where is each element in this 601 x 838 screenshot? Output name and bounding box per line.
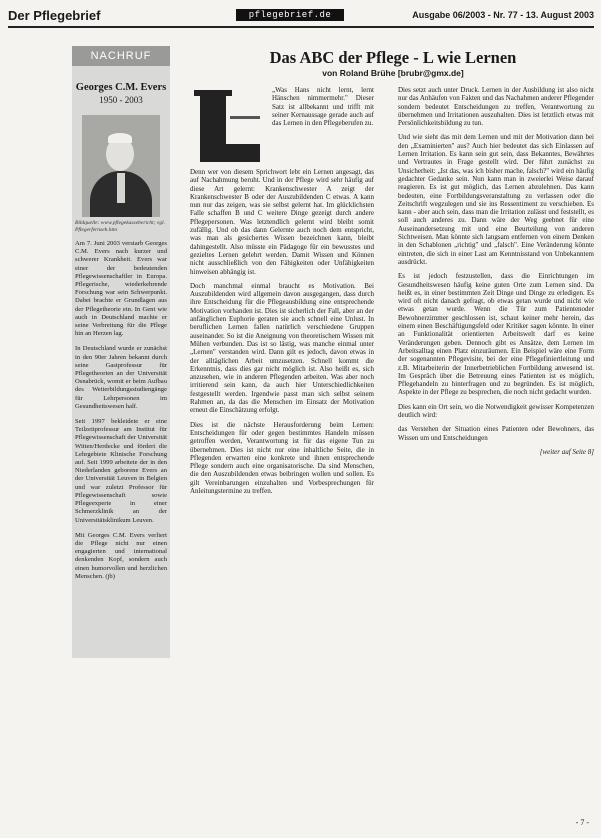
article-intro <box>272 86 374 133</box>
portrait-photo <box>82 115 160 217</box>
svg-text:L: L <box>226 164 230 169</box>
obituary-paragraph: Seit 1997 bekleidete er eine Teilzeitprofessur am Institut für Pflegewissenschaft der Universität Witten/Herdecke und fördert die Lehrgebiete Klinische Forschung auf. Seit 1999 arbeitete der in den Niederlanden geborene Evers an der Universität Leuven in Belgien und war zuletzt Professor für Pflegewissenschaft sowie Pflegeexperte in einer Schmerzklinik an der Universitätsklinikum Leuven. <box>75 418 167 524</box>
article-paragraph: Dies setzt auch unter Druck. Lernen in der Ausbildung ist also nicht nur das Anhäufen von Fakten und das Nachahmen anderer Pflegender sondern bedeutet Entscheidungen zu treffen, Verantwortung zu übernehmen und Irritationen auszuhalten. Dies ist letztlich etwas mit Persönlichkeitsbildung zu tun. <box>398 86 594 128</box>
issue-info: Ausgabe 06/2003 - Nr. 77 - 13. August 2003 <box>412 10 594 20</box>
article-title: Das ABC der Pflege - L wie Lernen <box>269 48 517 67</box>
publication-logo: pflegebrief.de <box>236 9 344 21</box>
dropcap-letter <box>190 86 266 170</box>
article-author: von Roland Brühe [brubr@gmx.de] <box>322 68 464 78</box>
page-header <box>8 6 594 28</box>
article-paragraph: Und wie sieht das mit dem Lernen und mit der Motivation dann bei den „Examinierten" aus? Auch hier bedeutet das sich Einlassen auf Lernen Irritation. Es kann sein gut sein, dass Bekanntes, Bewährtes und Vertrautes in Frage gestellt wird. Der führt zunächst zu Unsicherheit: „Ist das, was ich bisher mache, falsch?" wird ein häufig gedachter Gedanke sein. Nun kann man in zweierlei Weise darauf reagieren. Es ist gut möglich, das Lernen abzulehnen. Das kann bedeuten, eine Fortbildungsveranstaltung zu verlassen oder die Zeitschrift wegzulegen und sie ins Ressentiment zu verschieben. Es kann - aber auch sein, dass man die Irritation zulässt und feststellt, es soll auch anderes zu. Dann wäre der Weg geebnet für eine Auseinandersetzung mit und eine Beurteilung von anderen Sichtweisen. Man könnte sich langsam entfernen von einem Denken in den Schablonen „richtig" und „falsch". Eine Veränderung könnte eintreten, die sich in einer Last am Kenntnisstand von Unbekanntem ausdrückt. <box>398 133 594 266</box>
publication-title: Der Pflegebrief <box>8 8 101 23</box>
obituary-sidebar <box>72 46 170 658</box>
article-column-1 <box>190 168 374 501</box>
continued-note: [weiter auf Seite 8] <box>539 447 594 456</box>
obituary-name: Georges C.M. Evers <box>75 82 167 93</box>
article-column-2 <box>398 86 594 456</box>
article-paragraph: „Was Hans nicht lernt, lernt Hänschen nimmermehr." Dieser Satz ist allbekannt und trifft mit seiner Kernaussage gerade auch auf das Lernen in den Pflegeberufen zu. <box>272 86 374 128</box>
article-paragraph: Dies ist die nächste Herausforderung beim Lernen: Entscheidungen für oder gegen bestimmtes Handeln müssen getroffen werden, Verantwortung ist für das eigene Tun zu übernehmen. Dies ist nicht nur eine inhaltliche Seite, die in Pflegenden erwarten eine konkrete und ihnen entsprechende Pflege sondern auch eine organisatorische. Da sind Menschen, die den Auszubildenden etwas beibringen wollen und sollen. Es gilt Vereinbarungen einzuhalten und Vorbesprechungen für Anleitungstermine zu treffen. <box>190 420 374 495</box>
article-paragraph: Denn wer von diesem Sprichwort lebt ein Lernen angesagt, das auf Nachahmung beruht. Und in der Pflege wird sehr häufig auf diese Art gelernt: Krankenschwester A zeigt der Krankenschwester B oder der Auszubildenden C etwas. A kann nun nur das zeigen, was sie selbst gelernt hat. Im glücklichsten Falle schaffen B und C weitere Dinge gezeigt durch andere Pflegepersonen. Was letztendlich gelernt wird bleibt somit zufällig. Und ob das dann Gelernte auch noch dem entspricht, was man als gesichertes Wissen bezeichnen kann, bleibt dahingestellt. Also müsste ein Pädagoge für ein bewusstes und gezieltes Lernen gelehrt werden. Damit Wissen und Können nicht ausschließlich von den Fähigkeiten oder Unfähigkeiten hinweisen abhängig ist. <box>190 168 374 276</box>
obituary-paragraph: In Deutschland wurde er zunächst in den 90er Jahren bekannt durch seine Gastprofessur für Pflegetheorien an der Universität Osnabrück, womit er beim Aufbau des Weiterbildungsstudiengänge für Lehrpersonen im Gesundheitswesen half. <box>75 345 167 410</box>
article-paragraph: Es ist jedoch festzustellen, dass die Einrichtungen im Gesundheitswesen häufig keine guten Orte zum Lernen sind. Da heißt es, in einer bestimmten Zeit Dinge und Dinge zu erledigen. Es wird oft nicht danach gefragt, ob etwas getan wurde und nicht wie etwas getan wurde. Wenn die Tür zum Patientenoder Bewohnerzimmer geschlossen ist, schaut keiner mehr herein, das einem einen Beschäftigungsfeld oder Kritiker sagen könnte. In einer an Funktionalität orientierten Arbeitswelt darf es keine Veränderungen geben. Dennoch gibt es Ansätze, dem Lernen im Arbeitsalltag einen Platz einzuräumen. Ein Beispiel wäre eine Form der sogenannten Pflegevisite, bei der eine Pflegefiniertleitung und z.B. Mitarbeiterin der Innerbetrieblichen Fortbildung anwesend ist. Im Gespräch über die Betreuung eines Patienten ist es möglich, Pflegehandeln zu hinterfragen und zu begründen. Es ist möglich, Aspekte in der Pflege zu besprechen, die noch nicht gedacht wurden. <box>398 272 594 397</box>
photo-caption: Bildquelle: www.pflegekassebericht; vgl. Pflegerfernseh.htm <box>75 220 166 233</box>
sidebar-heading: NACHRUF <box>72 46 170 66</box>
obituary-paragraph: Am 7. Juni 2003 verstarb Georges C.M. Evers nach kurzer und schwerer Krankheit. Evers war einer der bedeutenden Pflegewissenschaftler in Europa. Pflegerische, wiederkehrende Forschung war sein Schwerpunkt. Dabei brachte er Grundlagen aus der Pflegetheorie ein. In Gent wie auch in Deutschland machte er seine Verbreitung für die Pflege hin an Herzen lag. <box>75 240 167 338</box>
obituary-paragraph: Mit Georges C.M. Evers verliert die Pflege nicht nur einen engagierten und international denkenden Kopf, sondern auch einen humorvollen und herzlichen Menschen. (jb) <box>75 531 167 580</box>
page-number: - 7 - <box>575 818 589 827</box>
article-paragraph: das Verstehen der Situation eines Patienten oder Bewohners, das Wissen um und Entscheidungen <box>398 425 594 442</box>
article-paragraph: Doch manchmal einmal braucht es Motivation. Bei Auszubildenden wird allgemein davon ausgegangen, dass durch ihre Entscheidung für die Pflegeausbildung eine entsprechende Motivation vorhanden ist. Dies ist sicherlich der Fall, aber an der anfänglichen Euphorie geraten sie auch schnell eine Unlust. In beruflichen Lernen fallen natürlich verschiedene Gruppen auseinander. So ist die Aneignung von theoretischem Wissen mit Mühen verbunden. Das ist so lästig, was manche einmal unter „Lernen" verstanden wird. Dann gilt es jedoch, davon etwas in der alltäglichen Arbeit umzusetzen. Schnell kommt die Erkenntnis, dass dies gar nicht möglich ist. Also heißt es, sich anzusehen, wie in anderen Pflegenden arbeiten. Was aber noch irritierend sein kann, da auch hier Unterschiedlichkeiten festgestellt werden. Irgendwie passt man sich selbst seinem Rahmen an, da das die Menschen im Einsatz der Motivation erneut die Einschätzung erfolgt. <box>190 281 374 415</box>
obituary-years: 1950 - 2003 <box>99 95 143 105</box>
article-paragraph: Dies kann ein Ort sein, wo die Notwendigkeit gewisser Kompetenzen deutlich wird: <box>398 402 594 419</box>
